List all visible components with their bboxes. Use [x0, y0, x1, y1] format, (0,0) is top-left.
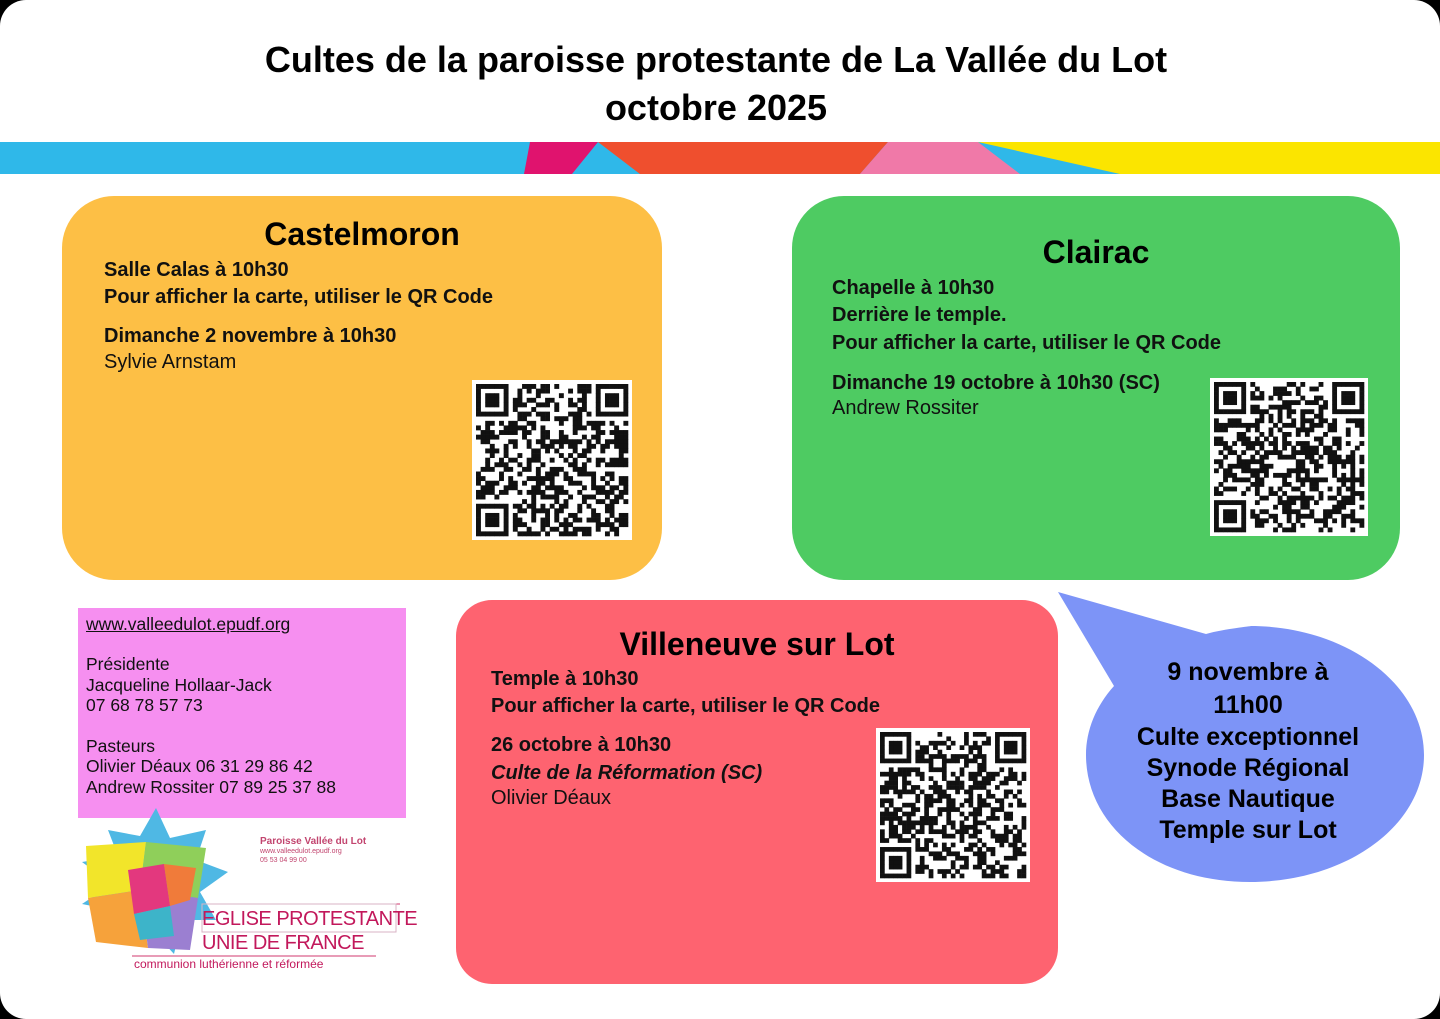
villeneuve-place: Temple à 10h30	[491, 668, 639, 690]
logo-communion: communion luthérienne et réformée	[134, 957, 324, 971]
villeneuve-qr-hint: Pour afficher la carte, utiliser le QR Code	[491, 695, 881, 717]
special-venue: Base Nautique	[1161, 785, 1335, 813]
clairac-title: Clairac	[1042, 234, 1150, 270]
castelmoron-qr-hint: Pour afficher la carte, utiliser le QR Code	[104, 286, 494, 308]
villeneuve-officiant: Olivier Déaux	[491, 787, 612, 809]
pastor-deaux: Olivier Déaux 06 31 29 86 42	[86, 756, 313, 776]
clairac-officiant: Andrew Rossiter	[832, 397, 979, 419]
castelmoron-date: Dimanche 2 novembre à 10h30	[104, 325, 397, 347]
logo-parish: Paroisse Vallée du Lot	[260, 836, 367, 847]
castelmoron-qr-code[interactable]	[472, 380, 632, 540]
castelmoron-place: Salle Calas à 10h30	[104, 259, 289, 281]
clairac-card	[792, 196, 1400, 580]
villeneuve-qr-code[interactable]	[876, 728, 1030, 882]
clairac-qr-code[interactable]	[1210, 378, 1368, 536]
villeneuve-title: Villeneuve sur Lot	[619, 626, 895, 662]
church-logo	[78, 808, 418, 980]
special-date: 9 novembre à	[1167, 658, 1329, 686]
special-synod: Synode Régional	[1146, 754, 1350, 782]
pastor-rossiter: Andrew Rossiter 07 89 25 37 88	[86, 777, 337, 797]
website-link[interactable]: www.valleedulot.epudf.org	[86, 614, 291, 634]
clairac-qr-hint: Pour afficher la carte, utiliser le QR Code	[832, 332, 1222, 354]
logo-phone: 05 53 04 99 00	[260, 857, 307, 864]
special-event: Culte exceptionnel	[1136, 723, 1360, 751]
clairac-location: Derrière le temple.	[832, 304, 1007, 326]
clairac-date: Dimanche 19 octobre à 10h30 (SC)	[832, 372, 1160, 394]
villeneuve-event: Culte de la Réformation (SC)	[491, 762, 763, 784]
president-label: Présidente	[86, 654, 170, 674]
emblem-center	[128, 864, 170, 914]
contact-box	[78, 608, 406, 818]
clairac-place: Chapelle à 10h30	[832, 277, 995, 299]
poster-title	[0, 36, 1432, 132]
logo-church-line1: EGLISE PROTESTANTE	[202, 908, 418, 930]
castelmoron-officiant: Sylvie Arnstam	[104, 351, 237, 373]
title-line-2: octobre 2025	[604, 87, 828, 128]
special-town: Temple sur Lot	[1159, 816, 1337, 844]
villeneuve-date: 26 octobre à 10h30	[491, 734, 672, 756]
villeneuve-card	[456, 600, 1058, 984]
president-name: Jacqueline Hollaar-Jack	[86, 675, 272, 695]
castelmoron-card	[62, 196, 662, 580]
president-phone: 07 68 78 57 73	[86, 695, 203, 715]
castelmoron-title: Castelmoron	[264, 216, 460, 252]
pastors-label: Pasteurs	[86, 736, 156, 756]
special-time: 11h00	[1213, 691, 1283, 719]
color-band	[0, 142, 1440, 174]
title-line-1: Cultes de la paroisse protestante de La Vallée du Lot	[264, 39, 1168, 80]
band-orange	[598, 142, 888, 174]
logo-site: www.valleedulot.epudf.org	[260, 848, 342, 855]
logo-church-line2: UNIE DE FRANCE	[202, 932, 364, 954]
